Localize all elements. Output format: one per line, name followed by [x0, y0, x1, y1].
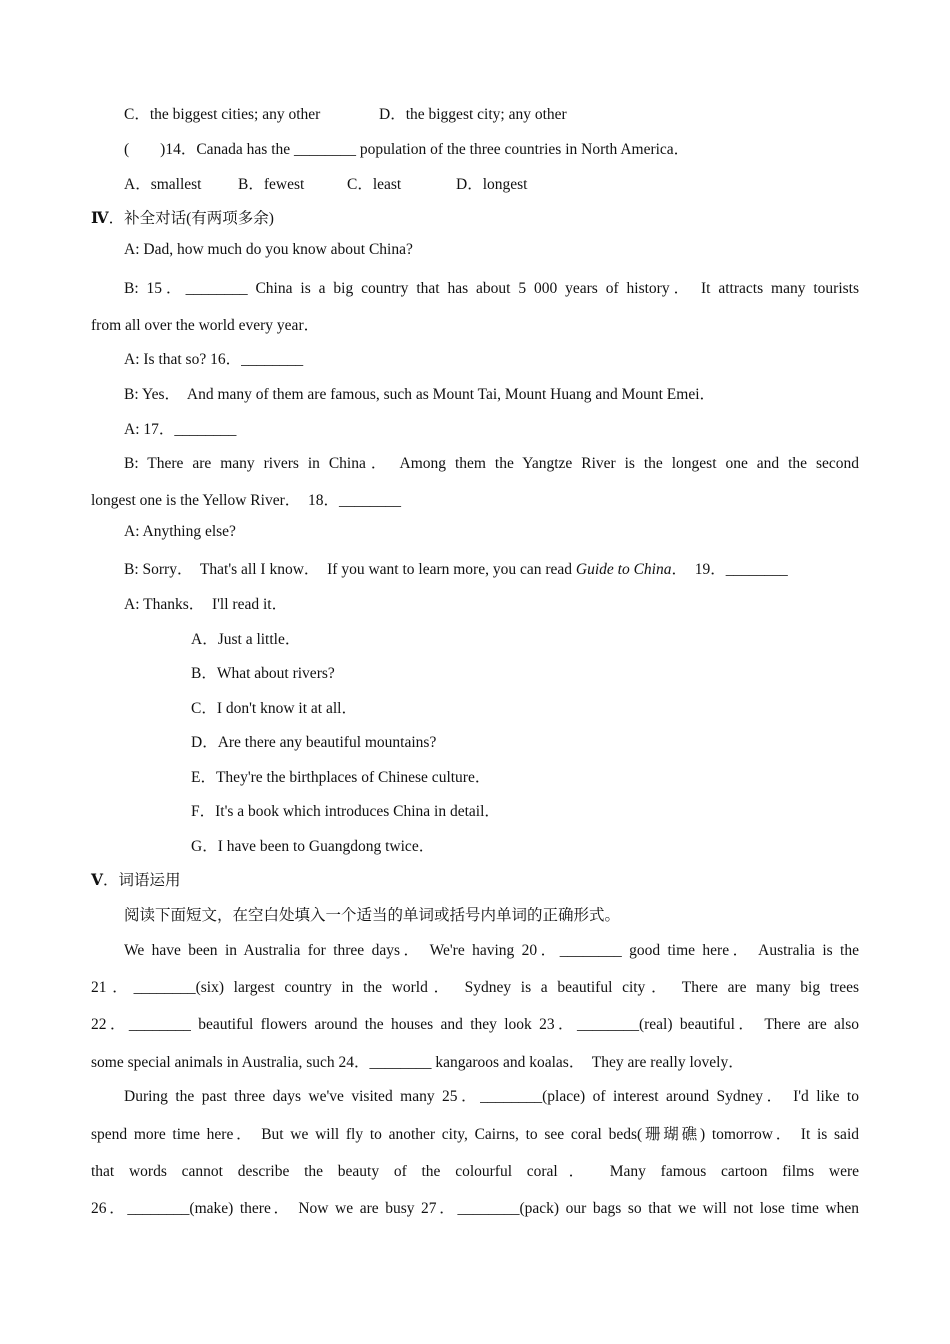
- dialogue-text: B: Sorry． That's all I know． If you want to learn more, you can read: [124, 561, 576, 578]
- dialogue-line-sorry: [124, 557, 788, 579]
- section-5-heading: [91, 868, 181, 890]
- dialogue-line: A: 17．________: [124, 421, 237, 438]
- section-5-numeral: Ⅴ: [91, 872, 104, 889]
- passage-line: During the past three days we've visited many 25．________(place) of interest around Sydney． I'd like to: [124, 1088, 859, 1105]
- q14-option-c: C．least: [347, 176, 402, 193]
- dialogue-line: A: Is that so? 16．________: [124, 351, 304, 368]
- dialogue-option: D．Are there any beautiful mountains?: [191, 734, 437, 751]
- dialogue-option: C．I don't know it at all．: [191, 700, 357, 717]
- dialogue-option: A．Just a little．: [191, 631, 301, 648]
- dialogue-line: A: Thanks． I'll read it．: [124, 596, 288, 613]
- passage-line: some special animals in Australia, such 24．________ kangaroos and koalas． They are really lovely．: [91, 1054, 744, 1071]
- dialogue-text: ． 19．________: [671, 561, 788, 578]
- q14-option-b: B．fewest: [238, 176, 305, 193]
- dialogue-line: A: Dad, how much do you know about China?: [124, 241, 413, 258]
- section-4-heading: [91, 206, 274, 228]
- section-5-title: ．词语运用: [103, 872, 181, 889]
- dialogue-line: B: There are many rivers in China． Among them the Yangtze River is the longest one and the second: [124, 455, 859, 472]
- dialogue-option: F．It's a book which introduces China in detail．: [191, 803, 500, 820]
- dialogue-line: A: Anything else?: [124, 523, 236, 540]
- q14-option-d: D．longest: [456, 176, 528, 193]
- dialogue-line: from all over the world every year．: [91, 317, 320, 334]
- q14-option-a: A．smallest: [124, 176, 202, 193]
- dialogue-line: B: 15．________ China is a big country that has about 5 000 years of history． It attracts many tourists: [124, 280, 859, 297]
- q13-option-c: C．the biggest cities; any other: [124, 106, 321, 123]
- dialogue-line: B: Yes． And many of them are famous, such as Mount Tai, Mount Huang and Mount Emei．: [124, 386, 716, 403]
- section-4-numeral: Ⅳ: [91, 210, 109, 227]
- passage-line: spend more time here． But we will fly to another city, Cairns, to see coral beds(珊瑚礁) tomorrow． It is said: [91, 1126, 859, 1143]
- dialogue-line: longest one is the Yellow River． 18．________: [91, 492, 401, 509]
- q14-stem: ( )14．Canada has the ________ population of the three countries in North America．: [124, 141, 690, 158]
- book-title: Guide to China: [575, 561, 672, 578]
- passage-line: 22．________ beautiful flowers around the houses and they look 23．________(real) beautiful． There are also: [91, 1016, 859, 1033]
- section-5-instruction: 阅读下面短文，在空白处填入一个适当的单词或括号内单词的正确形式。: [124, 907, 621, 924]
- passage-line: 26．________(make) there． Now we are busy 27．________(pack) our bags so that we will not lose time when: [91, 1200, 859, 1217]
- dialogue-option: E．They're the birthplaces of Chinese culture．: [191, 769, 491, 786]
- passage-line: We have been in Australia for three days． We're having 20．________ good time here． Australia is the: [124, 942, 859, 959]
- passage-line: 21．________(six) largest country in the world． Sydney is a beautiful city． There are many big trees: [91, 979, 859, 996]
- dialogue-option: B．What about rivers?: [191, 665, 335, 682]
- passage-line: that words cannot describe the beauty of the colourful coral． Many famous cartoon films were: [91, 1163, 859, 1180]
- q13-option-d: D．the biggest city; any other: [379, 106, 567, 123]
- dialogue-option: G．I have been to Guangdong twice．: [191, 838, 435, 855]
- section-4-title: ．补全对话(有两项多余): [108, 210, 274, 227]
